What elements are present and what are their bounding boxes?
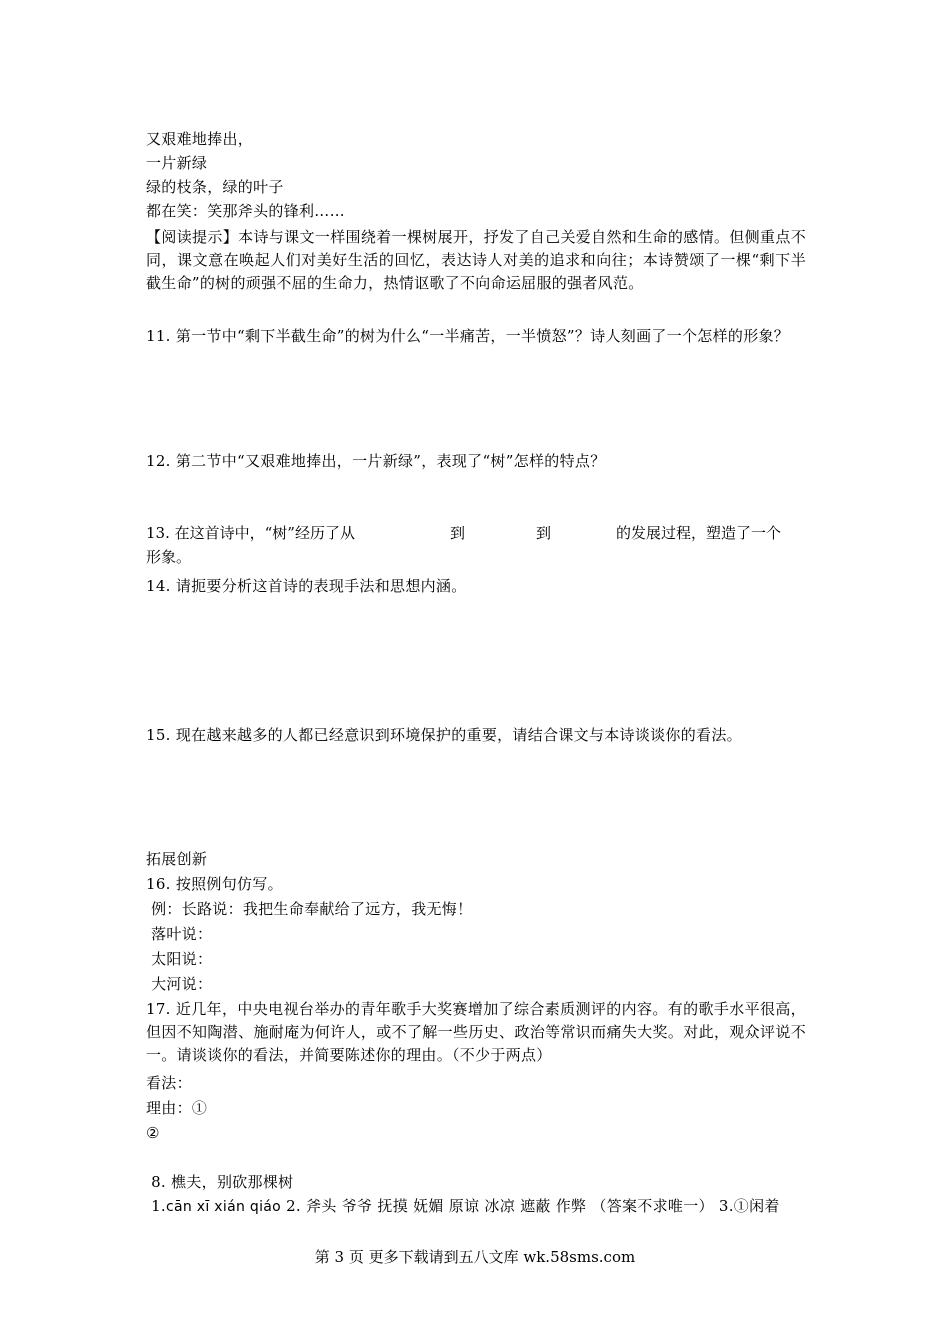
question-16-title: 16. 按照例句仿写。 [146, 875, 283, 893]
question-15: 15. 现在越来越多的人都已经意识到环境保护的重要，请结合课文与本诗谈谈你的看法。 [146, 726, 742, 744]
question-14: 14. 请扼要分析这首诗的表现手法和思想内涵。 [146, 577, 467, 595]
q13-part2: 的发展过程，塑造了一个 [616, 524, 782, 542]
q13-part1: 13. 在这首诗中，“树”经历了从 [146, 524, 355, 542]
question-16-item: 落叶说： [146, 925, 213, 943]
answers-line [146, 1195, 780, 1219]
answers-rest: 2. 斧头 爷爷 抚摸 妩媚 原谅 冰凉 遮蔽 作弊 （答案不求唯一） 3.①闲着 [281, 1197, 780, 1215]
poem-line-3: 绿的枝条，绿的叶子 [146, 178, 284, 196]
question-17: 17. 近几年，中央电视台举办的青年歌手大奖赛增加了综合素质测评的内容。有的歌手水平很高，但因不知陶潜、施耐庵为何许人，或不了解一些历史、政治等常识而痛失大奖。对此，观众评说不一。请谈谈你的看法，并简要陈述你的理由。（不少于两点） [146, 1000, 806, 1064]
question-17-reason: 理由：① [146, 1099, 208, 1117]
question-11: 11. 第一节中“剩下半截生命”的树为什么“一半痛苦，一半愤怒”？诗人刻画了一个怎样的形象？ [146, 327, 790, 345]
question-16-item: 大河说： [146, 975, 213, 993]
poem-line-1: 又艰难地捧出， [146, 130, 254, 148]
answers-num: 1. [146, 1197, 166, 1215]
question-17-reason-2: ② [146, 1124, 160, 1142]
reading-hint: 【阅读提示】本诗与课文一样围绕着一棵树展开，抒发了自己关爱自然和生命的感情。但侧重点不同，课文意在唤起人们对美好生活的回忆，表达诗人对美的追求和向往；本诗赞颂了一棵“剩下半截生命”的树的顽强不屈的生命力，热情讴歌了不向命运屈服的强者风范。 [146, 228, 806, 292]
page-footer: 第 3 页 更多下载请到五八文库 wk.58sms.com [314, 1248, 636, 1266]
question-17-view: 看法： [146, 1074, 192, 1092]
q13-part3: 形象。 [146, 548, 192, 566]
q13-to-1: 到 [450, 524, 466, 542]
section-title: 拓展创新 [146, 850, 208, 868]
question-16-example: 例：长路说：我把生命奉献给了远方，我无悔！ [146, 900, 473, 918]
poem-line-4: 都在笑：笑那斧头的锋利…… [146, 202, 345, 220]
answers-title: 8. 樵夫，别砍那棵树 [146, 1173, 294, 1191]
answers-pinyin: cān xī xián qiáo [165, 1199, 282, 1215]
q13-to-2: 到 [536, 524, 552, 542]
question-16-item: 太阳说： [146, 950, 213, 968]
question-12: 12. 第二节中“又艰难地捧出，一片新绿”，表现了“树”怎样的特点？ [146, 452, 606, 470]
poem-line-2: 一片新绿 [146, 154, 208, 172]
